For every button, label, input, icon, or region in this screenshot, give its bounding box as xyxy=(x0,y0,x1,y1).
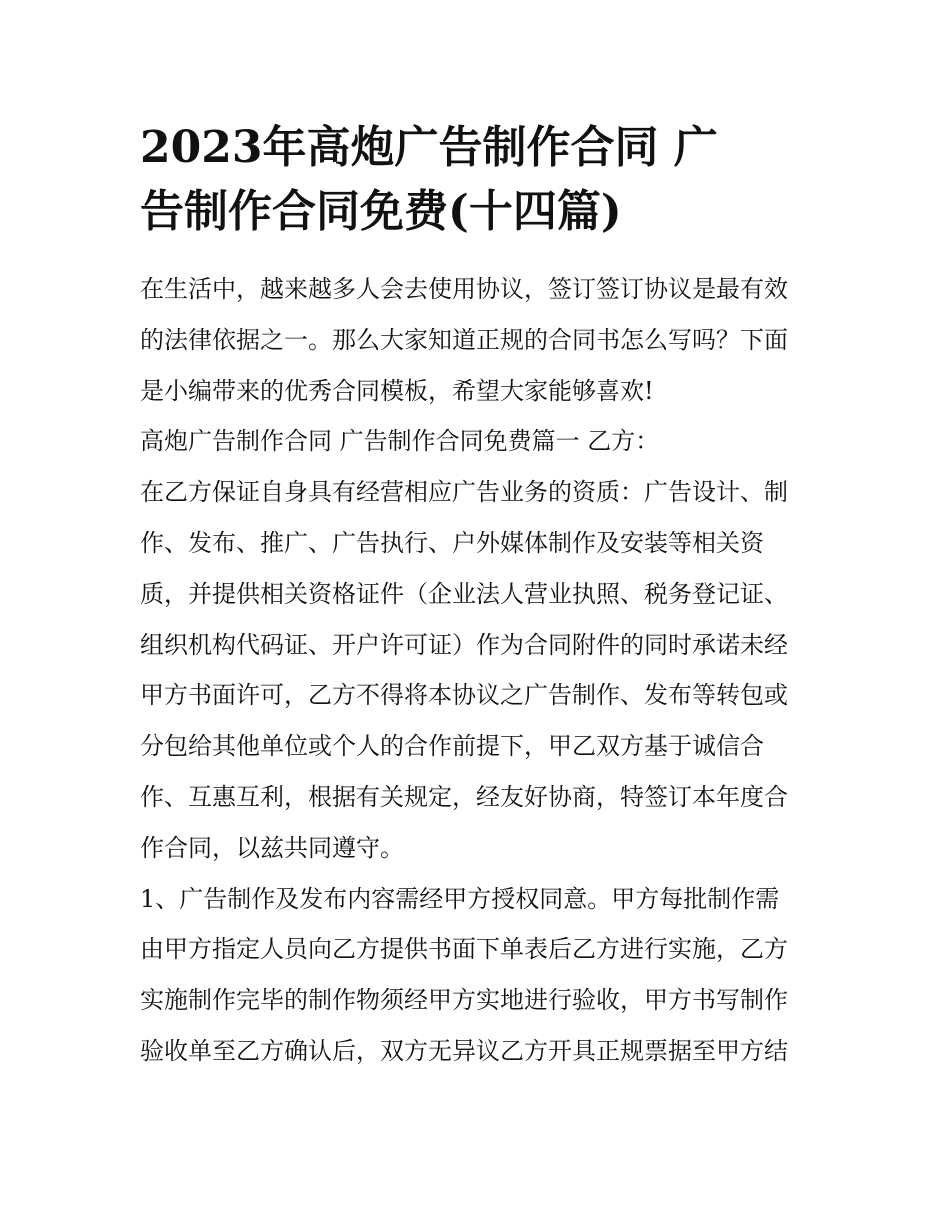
body-line: 作、互惠互利，根据有关规定，经友好协商，特签订本年度合 xyxy=(140,782,788,811)
document-body xyxy=(140,264,812,1077)
body-line: 在生活中，越来越多人会去使用协议，签订签订协议是最有效 xyxy=(140,275,788,303)
body-line: 由甲方指定人员向乙方提供书面下单表后乙方进行实施，乙方 xyxy=(140,935,788,964)
body-line: 实施制作完毕的制作物须经甲方实地进行验收，甲方书写制作 xyxy=(140,986,788,1015)
body-line: 的法律依据之一。那么大家知道正规的合同书怎么写吗？下面 xyxy=(140,325,788,354)
document-page xyxy=(140,116,812,1077)
body-line: 验收单至乙方确认后，双方无异议乙方开具正规票据至甲方结 xyxy=(140,1036,788,1065)
body-line: 在乙方保证自身具有经营相应广告业务的资质：广告设计、制 xyxy=(140,478,788,507)
clause-line: 1、广告制作及发布内容需经甲方授权同意。甲方每批制作需 xyxy=(140,884,780,913)
body-line: 质，并提供相关资格证件（企业法人营业执照、税务登记证、 xyxy=(140,579,788,608)
body-line: 甲方书面许可，乙方不得将本协议之广告制作、发布等转包或 xyxy=(140,681,788,710)
section-heading: 高炮广告制作合同 广告制作合同免费篇一 乙方： xyxy=(140,427,660,456)
document-title xyxy=(140,116,812,244)
body-line: 作、发布、推广、广告执行、户外媒体制作及安装等相关资 xyxy=(140,528,764,557)
title-line: 2023年高炮广告制作合同 广 xyxy=(140,122,718,173)
title-line: 告制作合同免费(十四篇) xyxy=(140,186,622,237)
body-line: 分包给其他单位或个人的合作前提下，甲乙双方基于诚信合 xyxy=(140,732,764,761)
body-line: 作合同，以兹共同遵守。 xyxy=(140,833,404,862)
body-line: 是小编带来的优秀合同模板，希望大家能够喜欢! xyxy=(140,376,654,405)
body-line: 组织机构代码证、开户许可证）作为合同附件的同时承诺未经 xyxy=(140,630,788,659)
